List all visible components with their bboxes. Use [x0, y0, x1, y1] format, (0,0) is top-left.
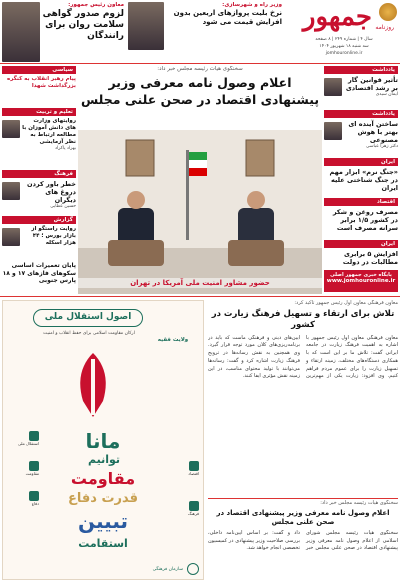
right-item-1[interactable]	[324, 66, 398, 97]
website-banner-label: پایگاه خبری جمهور اصلی	[330, 272, 392, 278]
left-column	[2, 66, 76, 292]
right-item-3-title: «جنگ نرم» ابزار مهم در جنگ شناختی علیه ایران	[329, 168, 398, 193]
seal-icon	[187, 563, 199, 575]
top-story-2-photo	[2, 2, 40, 62]
ad-feature-4	[167, 461, 199, 476]
ad-big-text-2: توانیم	[87, 453, 121, 466]
feature-badge-icon	[29, 491, 39, 501]
emblem-icon	[63, 351, 123, 421]
left-item-4-title: روایت راستگو از بازار بورس ؛ ۴۴ هزار اسکله	[31, 226, 76, 246]
second-story-body: معاون فرهنگی معاون اول رئیس جمهور با اشاره به اهمیت فرهنگ زیارت در جامعه ایرانی گفت: تلاش ما بر این است که با همکاری دستگاه‌های مختلف، زمینه ارتقاء و تسهیل زیارت را برای عموم مردم فراهم کنیم. وی افزود: زیارت یکی از مهم‌ترین آیین‌های دینی و فرهنگی ماست که باید در برنامه‌ریزی‌های کلان مورد توجه قرار گیرد. وی همچنین به نقش رسانه‌ها در ترویج فرهنگ زیارت اشاره کرد و گفت: رسانه‌ها می‌توانند با تولید محتوای مناسب، در این زمینه نقش مؤثری ایفا کنند.	[208, 334, 398, 380]
top-story-2-kicker: معاون رئیس جمهور:	[68, 2, 124, 8]
ad-feature-4-label: اقتصاد	[188, 471, 199, 476]
lead-story[interactable]	[78, 66, 322, 130]
second-story-title: تلاش برای ارتقاء و تسهیل فرهنگ زیارت در کشور	[211, 309, 395, 330]
ad-big-text-3: مقاومت	[70, 469, 136, 488]
right-column	[324, 66, 398, 292]
ad-feature-3-label: دفاع	[31, 501, 39, 506]
lead-title: اعلام وصول نامه معرفی وزیر پیشنهادی اقتصاد در صحن علنی مجلس	[80, 74, 320, 107]
ad-feature-5-label: فرهنگ	[187, 511, 199, 516]
masthead-info-2: سه شنبه ۱۸ شهریور ۱۴۰۴	[319, 44, 369, 49]
right-item-4-section: اقتصاد	[324, 198, 398, 206]
left-item-4-photo	[2, 228, 20, 246]
ad-footer-label: سازمان فرهنگی	[152, 566, 183, 572]
feature-badge-icon	[29, 431, 39, 441]
left-item-1[interactable]	[2, 66, 76, 90]
left-item-4[interactable]	[2, 216, 76, 247]
bottom-divider	[208, 498, 398, 499]
second-story[interactable]	[208, 300, 398, 496]
left-item-3-photo	[2, 182, 20, 200]
ad-feature-2-label: مقاومت	[25, 471, 39, 476]
right-item-4-title: مصرف روغن و شکر در کشور ۱/۵ برابر سرانه مصرف است	[332, 208, 398, 233]
bottom-story[interactable]	[208, 500, 398, 580]
left-item-3-title: خطر باور کردن دروغ های دیگران	[27, 180, 76, 205]
ad-feature-5	[167, 501, 199, 516]
right-item-1-author: ایمان سیدی	[375, 92, 398, 98]
website-banner[interactable]	[324, 270, 398, 292]
ad-poster[interactable]	[2, 300, 204, 580]
ad-feature-2	[7, 461, 39, 476]
ad-big-text-4: قدرت دفاع	[67, 491, 139, 506]
top-story-1[interactable]	[168, 2, 282, 42]
right-item-2-title: ساختن آینده ای بهتر با هوش مصنوعی	[348, 120, 398, 145]
ad-footer	[7, 563, 199, 575]
emblem-icon	[379, 3, 397, 21]
right-item-2-author: دکتر زهرا عباسی	[365, 144, 398, 150]
ad-big-text-5: تبیین	[78, 509, 128, 533]
website-banner-url: www.jomhouronline.ir	[326, 278, 396, 284]
ad-feature-3	[7, 491, 39, 506]
left-item-2-title: روایتهای وزارت های دانش آموزان با مطالعه ارتباط به نظر آزمایشی	[22, 118, 76, 145]
right-item-5[interactable]	[324, 240, 398, 266]
left-item-4-section: گزارش	[2, 216, 76, 224]
second-story-kicker: معاون فرهنگی معاون اول رئیس جمهور تأکید کرد:	[294, 300, 398, 306]
right-item-3[interactable]	[324, 158, 398, 192]
masthead-info-1: سال ۴ | شماره ۲۴۹ | ۸ صفحه	[315, 37, 373, 42]
bottom-story-title: اعلام وصول نامه معرفی وزیر پیشنهادی اقتصاد در صحن علنی مجلس	[216, 509, 390, 526]
right-item-4[interactable]	[324, 198, 398, 232]
feature-badge-icon	[189, 501, 199, 511]
top-story-2[interactable]	[42, 2, 124, 54]
right-item-2[interactable]	[324, 110, 398, 149]
right-item-3-section: ایران	[324, 158, 398, 166]
top-story-1-kicker: وزیر راه و شهرسازی:	[222, 2, 282, 8]
left-item-1-title: پیام رهبر انقلاب به کنگره بزرگداشت شهدا	[6, 76, 76, 89]
ad-feature-1	[7, 431, 39, 446]
right-item-1-title: تأثیر قوانین گار بر رشد اقتصادی	[345, 76, 398, 93]
left-item-2-photo	[2, 120, 20, 138]
left-item-2-section: تعلیم و تربیت	[2, 108, 76, 116]
ad-title: اصول استقلال ملی	[33, 309, 143, 327]
left-item-2-author: بهزاد پاکزاد	[55, 145, 76, 151]
bottom-story-kicker: سخنگوی هیأت رئیسه مجلس خبر داد:	[320, 500, 398, 506]
masthead-divider	[0, 63, 400, 64]
right-item-2-section: یادداشت	[324, 110, 398, 118]
lead-kicker: سخنگوی هیأت رئیسه مجلس خبر داد:	[157, 66, 243, 72]
left-item-1-section: سیاسی	[2, 66, 76, 74]
masthead	[288, 0, 400, 58]
ad-feature-1-label: استقلال ملی	[17, 441, 39, 446]
top-story-1-title: نرخ بلیت پروازهای اربعین بدون افزایش قیمت می شود	[173, 8, 282, 26]
feature-badge-icon	[29, 461, 39, 471]
lead-photo-caption: حضور مشاور امنیت ملی آمریکا در تهران	[78, 278, 322, 288]
left-item-3[interactable]	[2, 170, 76, 209]
lead-divider	[0, 296, 400, 297]
right-item-1-section: یادداشت	[324, 66, 398, 74]
masthead-site[interactable]: jomhouronline.ir	[325, 51, 363, 56]
right-item-1-photo	[324, 78, 342, 96]
ad-subtitle: ارکان مقاومت اسلامی برای حفظ انقلاب و امنیت	[43, 331, 135, 336]
top-story-2-title: لزوم صدور گواهی سلامت روان برای رانندگان	[42, 8, 124, 42]
bottom-story-body: سخنگوی هیأت رئیسه مجلس شورای اسلامی از اعلام وصول نامه معرفی وزیر پیشنهادی اقتصاد در صحن علنی مجلس خبر داد و گفت: بر اساس آیین‌نامه داخلی، بررسی صلاحیت وزیر پیشنهادی در کمیسیون تخصصی انجام خواهد شد.	[208, 529, 398, 552]
lead-photo-illustration	[78, 130, 322, 294]
masthead-logo: جمهور	[302, 2, 372, 32]
masthead-subtitle: روزنامه	[375, 24, 394, 31]
lead-photo	[78, 130, 322, 294]
ad-big-text-1: مانا	[85, 429, 121, 453]
ad-side-head: ولایت فقیه	[157, 337, 189, 343]
right-item-2-photo	[324, 122, 342, 140]
right-item-5-section: ایران	[324, 240, 398, 248]
feature-badge-icon	[189, 461, 199, 471]
top-story-1-photo	[128, 2, 164, 50]
left-item-3-section: فرهنگ	[2, 170, 76, 178]
left-item-3-author: حسین عطایی	[50, 204, 76, 210]
left-item-2[interactable]	[2, 108, 76, 151]
ad-big-text-6: استقامت	[78, 537, 128, 550]
left-item-5-title: پایان تعمیرات اساسی سکوهای فازهای ۱۷ و ۱۸ پارس جنوبی	[2, 262, 76, 284]
left-item-5[interactable]	[2, 262, 76, 285]
right-item-5-title: افزایش ۵ برابری مطالبات در دولت	[342, 250, 398, 267]
